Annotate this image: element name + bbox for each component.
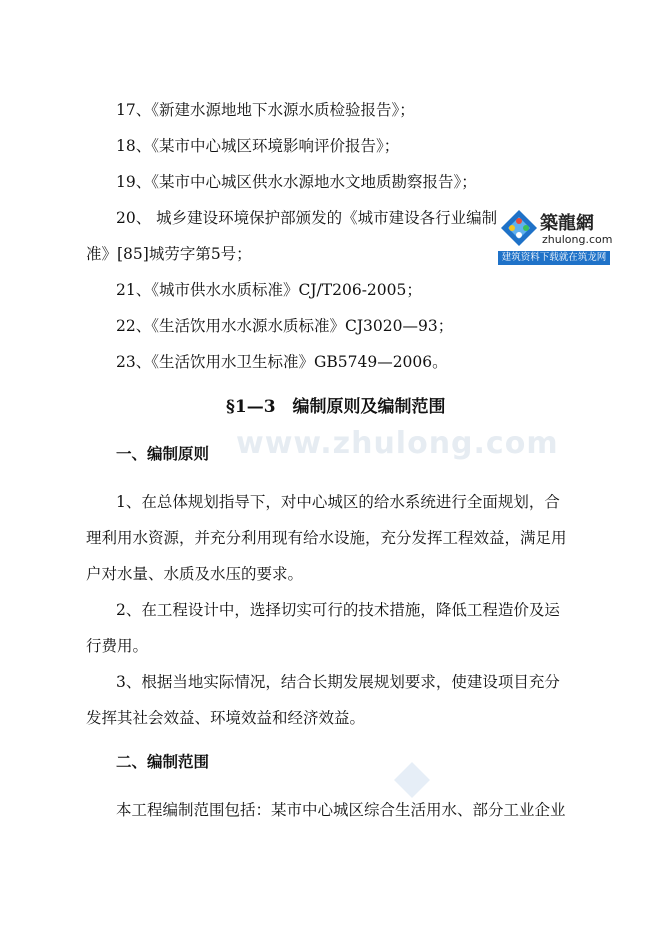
zhulong-logo	[498, 207, 613, 267]
reference-item: 21、《城市供水水质标准》CJ/T206-2005；	[116, 281, 422, 299]
reference-item: 19、《某市中心城区供水水源地水文地质勘察报告》；	[116, 173, 477, 191]
principles-heading: 一、编制原则	[116, 444, 210, 463]
reference-item: 22、《生活饮用水水源水质标准》CJ3020—93；	[116, 317, 454, 335]
reference-item: 23、《生活饮用水卫生标准》GB5749—2006。	[116, 353, 448, 371]
section-title: §1—3 编制原则及编制范围	[226, 397, 446, 417]
scope-heading: 二、编制范围	[116, 752, 210, 771]
principle-line: 发挥其社会效益、环境效益和经济效益。	[86, 709, 366, 727]
principle-line: 理利用水资源，并充分利用现有给水设施，充分发挥工程效益，满足用	[86, 529, 567, 547]
logo-mark-icon	[500, 209, 538, 247]
principle-line: 行费用。	[86, 637, 149, 655]
watermark-logo-icon	[392, 760, 432, 800]
logo-domain: zhulong.com	[542, 233, 613, 246]
logo-banner: 建筑资料下载就在筑龙网	[498, 251, 610, 265]
watermark-url: www.zhulong.com	[236, 426, 559, 461]
principle-line: 3、根据当地实际情况，结合长期发展规划要求，使建设项目充分	[116, 673, 560, 691]
principle-line: 1、在总体规划指导下，对中心城区的给水系统进行全面规划，合	[116, 493, 560, 511]
scope-line: 本工程编制范围包括：某市中心城区综合生活用水、部分工业企业	[116, 801, 566, 819]
reference-item: 17、《新建水源地地下水源水质检验报告》；	[116, 101, 415, 119]
logo-chinese-name: 築龍網	[540, 213, 594, 234]
reference-item: 20、 城乡建设环境保护部颁发的《城市建设各行业编制	[116, 209, 498, 227]
principle-line: 户对水量、水质及水压的要求。	[86, 565, 304, 583]
reference-item-continued: 准》[85]城劳字第5号；	[86, 245, 252, 263]
principle-line: 2、在工程设计中，选择切实可行的技术措施，降低工程造价及运	[116, 601, 560, 619]
reference-item: 18、《某市中心城区环境影响评价报告》；	[116, 137, 400, 155]
